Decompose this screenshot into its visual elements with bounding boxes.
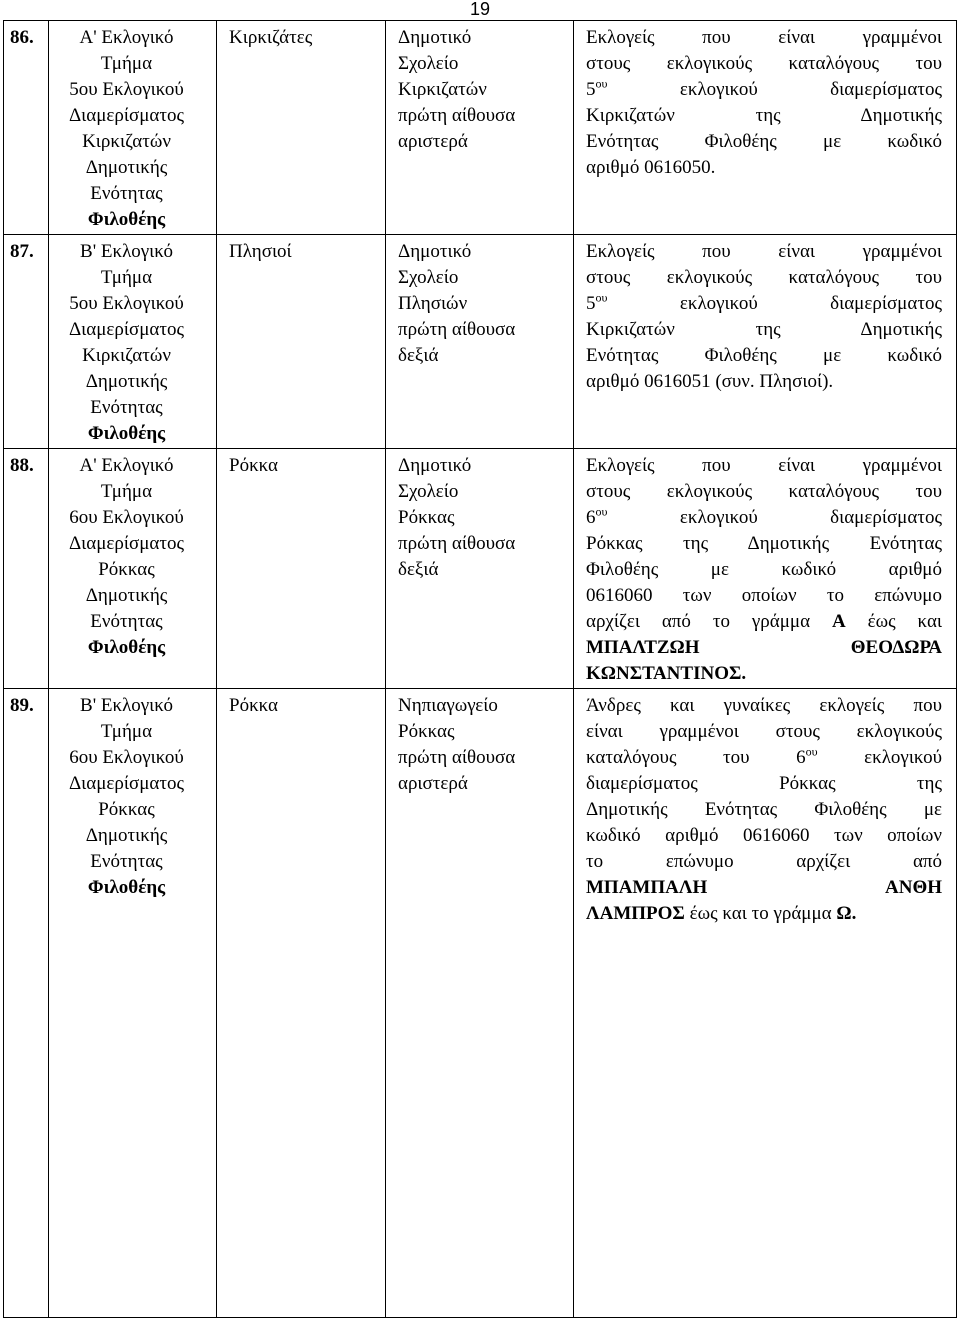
voters-description-cell: Άνδρες και γυναίκες εκλογείς που είναι γραμμένοι στους εκλογικούς καταλόγους του $6^{o\upsilon}$ εκλογικού διαμερίσματος Ρόκκας της Δημοτικής Ενότητας Φιλοθέης με κωδικό αριθμό 0616060 των οποίων το επώνυμο αρχίζει από ΜΠΑΜΠΑΛΗ ΑΝΘΗ ΛΑΜΠΡΟΣ έως και το γράμμα Ω.: [574, 689, 957, 1318]
locality-cell: Πλησιοί: [217, 235, 386, 449]
venue-cell: Δημοτικό Σχολείο Πλησιών πρώτη αίθουσα δεξιά: [386, 235, 574, 449]
locality-cell: Κιρκιζάτες: [217, 21, 386, 235]
row-number: 89.: [4, 689, 49, 1318]
voters-description-cell: Εκλογείς που είναι γραμμένοι στους εκλογικούς καταλόγους του $6^{o\upsilon}$ εκλογικού διαμερίσματος Ρόκκας της Δημοτικής Ενότητας Φιλοθέης με κωδικό αριθμό 0616060 των οποίων το επώνυμο αρχίζει από το γράμμα Α έως και ΜΠΑΛΤΖΩΗ ΘΕΟΔΩΡΑ ΚΩΝΣΤΑΝΤΙΝΟΣ.: [574, 449, 957, 689]
electoral-section-cell: Α' Εκλογικό Τμήμα 6ου Εκλογικού Διαμερίσματος Ρόκκας Δημοτικής Ενότητας Φιλοθέης: [49, 449, 217, 689]
row-number: 86.: [4, 21, 49, 235]
locality-cell: Ρόκκα: [217, 449, 386, 689]
venue-cell: Δημοτικό Σχολείο Κιρκιζατών πρώτη αίθουσα αριστερά: [386, 21, 574, 235]
table-row: [4, 235, 957, 449]
row-number: 87.: [4, 235, 49, 449]
venue-cell: Δημοτικό Σχολείο Ρόκκας πρώτη αίθουσα δεξιά: [386, 449, 574, 689]
table-row: [4, 689, 957, 1318]
page-number: 19: [469, 0, 491, 19]
locality-cell: Ρόκκα: [217, 689, 386, 1318]
row-number: 88.: [4, 449, 49, 689]
electoral-section-cell: Β' Εκλογικό Τμήμα 6ου Εκλογικού Διαμερίσματος Ρόκκας Δημοτικής Ενότητας Φιλοθέης: [49, 689, 217, 1318]
table-row: [4, 449, 957, 689]
polling-stations-table: [3, 20, 957, 1318]
electoral-section-cell: Β' Εκλογικό Τμήμα 5ου Εκλογικού Διαμερίσματος Κιρκιζατών Δημοτικής Ενότητας Φιλοθέης: [49, 235, 217, 449]
electoral-section-cell: Α' Εκλογικό Τμήμα 5ου Εκλογικού Διαμερίσματος Κιρκιζατών Δημοτικής Ενότητας Φιλοθέης: [49, 21, 217, 235]
venue-cell: Νηπιαγωγείο Ρόκκας πρώτη αίθουσα αριστερά: [386, 689, 574, 1318]
table-row: [4, 21, 957, 235]
voters-description-cell: Εκλογείς που είναι γραμμένοι στους εκλογικούς καταλόγους του $5^{o\upsilon}$ εκλογικού διαμερίσματος Κιρκιζατών της Δημοτικής Ενότητας Φιλοθέης με κωδικό αριθμό 0616050.: [574, 21, 957, 235]
voters-description-cell: Εκλογείς που είναι γραμμένοι στους εκλογικούς καταλόγους του $5^{o\upsilon}$ εκλογικού διαμερίσματος Κιρκιζατών της Δημοτικής Ενότητας Φιλοθέης με κωδικό αριθμό 0616051 (συν. Πλησιοί).: [574, 235, 957, 449]
